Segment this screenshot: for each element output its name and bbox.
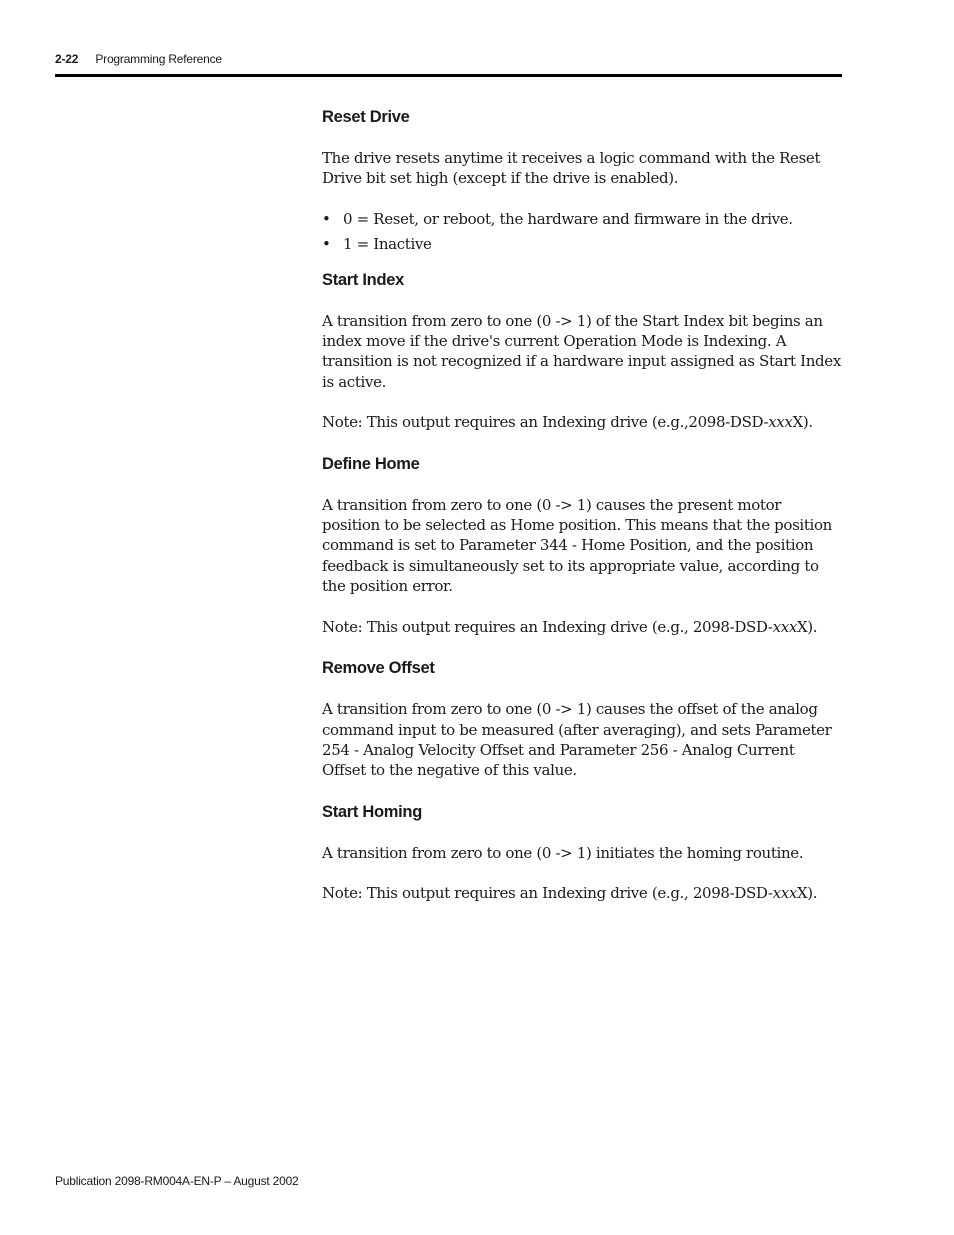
header-section-title: Programming Reference	[95, 52, 222, 66]
publication-info: Publication 2098-RM004A-EN-P – August 2002	[55, 1174, 299, 1188]
section-body: The drive resets anytime it receives a logic command with the Reset Drive bit set high (except if the drive is enabled).	[322, 149, 821, 188]
note-suffix: X).	[796, 884, 818, 903]
section-body: A transition from zero to one (0 -> 1) initiates the homing routine.	[322, 843, 804, 862]
page-number: 2-22	[55, 52, 79, 66]
section-heading: Start Index	[322, 270, 404, 289]
section-note	[322, 412, 842, 432]
section-heading: Start Homing	[322, 802, 422, 821]
section-define-home	[322, 453, 842, 637]
section-start-homing	[322, 801, 842, 904]
note-text: Note: This output requires an Indexing drive (e.g., 2098-DSD-	[322, 617, 773, 636]
page-content	[322, 106, 842, 924]
section-heading: Remove Offset	[322, 659, 435, 678]
page-footer	[55, 1174, 299, 1188]
bullet-icon: •	[322, 235, 331, 254]
note-suffix: X).	[792, 413, 813, 432]
section-start-index	[322, 269, 842, 433]
note-italic: xxx	[772, 884, 797, 903]
section-note	[322, 617, 842, 637]
note-suffix: X).	[796, 617, 818, 636]
list-item	[322, 209, 842, 229]
bullet-list	[322, 209, 842, 255]
note-text: Note: This output requires an Indexing drive (e.g., 2098-DSD-	[322, 884, 773, 903]
list-item	[322, 234, 842, 254]
note-italic: xxx	[768, 413, 793, 432]
section-body: A transition from zero to one (0 -> 1) causes the present motor position to be selected as Home position. This means that the position command is set to Parameter 344 - Home Position, and the position feedback is simultaneously set to its appropriate value, according to the position error.	[322, 495, 832, 596]
section-heading: Reset Drive	[322, 108, 410, 126]
note-italic: xxx	[772, 617, 797, 636]
section-note	[322, 883, 842, 903]
bullet-icon: •	[322, 209, 331, 228]
page-header	[55, 52, 222, 66]
section-body: A transition from zero to one (0 -> 1) causes the offset of the analog command input to be measured (after averaging), and sets Parameter 254 - Analog Velocity Offset and Parameter 256 - Analog Current Offset to the negative of this value.	[322, 700, 832, 780]
note-text: Note: This output requires an Indexing drive (e.g.,2098-DSD-	[322, 413, 769, 432]
section-remove-offset	[322, 657, 842, 781]
section-body: A transition from zero to one (0 -> 1) of the Start Index bit begins an index move if the drive's current Operation Mode is Indexing. A transition is not recognized if a hardware input assigned as Start Index is active.	[322, 311, 841, 391]
section-reset-drive	[322, 106, 842, 255]
section-heading: Define Home	[322, 454, 420, 473]
list-item-text: 0 = Reset, or reboot, the hardware and firmware in the drive.	[343, 209, 793, 228]
list-item-text: 1 = Inactive	[343, 235, 432, 254]
header-rule	[55, 74, 842, 77]
